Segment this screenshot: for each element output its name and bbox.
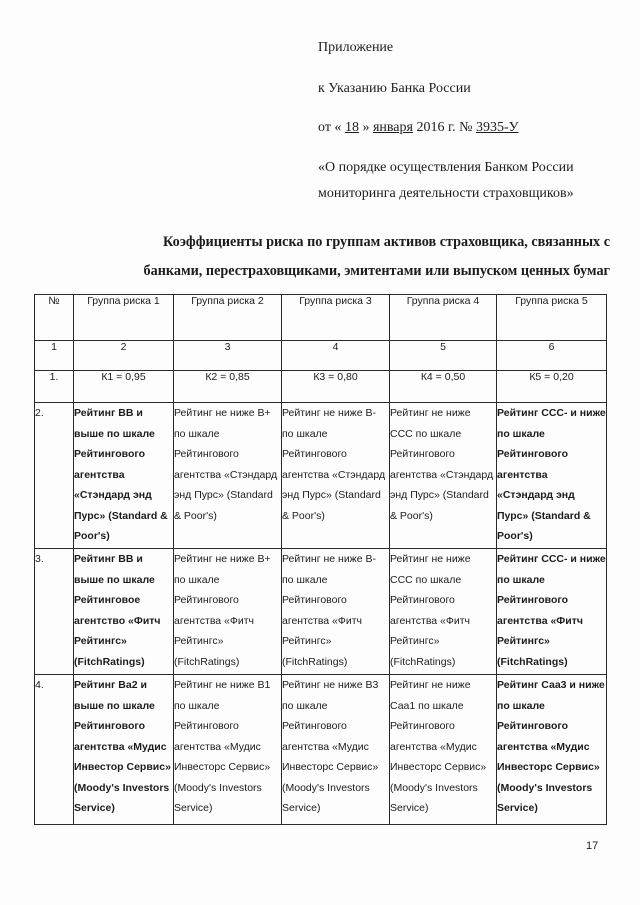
- column-index-row: [35, 341, 607, 371]
- table-title-line-1: Коэффициенты риска по группам активов страховщика, связанных с: [163, 234, 610, 250]
- table-title: [40, 228, 610, 286]
- risk-coefficients-table: [34, 294, 607, 825]
- column-header-number: №: [35, 295, 74, 341]
- column-header-group-4: Группа риска 4: [390, 295, 497, 341]
- appendix-label: Приложение: [318, 40, 394, 55]
- row-number: 4.: [35, 675, 74, 825]
- column-index: 5: [390, 341, 497, 371]
- coefficient-value: К1 = 0,95: [74, 371, 174, 403]
- document-number: 3935-У: [475, 120, 519, 135]
- date-prefix: от «: [318, 120, 342, 135]
- rating-cell: Рейтинг не ниже В+ по шкале Рейтингового агентства «Фитч Рейтингс» (FitchRatings): [174, 549, 282, 675]
- table-header-row: [35, 295, 607, 341]
- rating-cell: Рейтинг не ниже Саа1 по шкале Рейтингового агентства «Мудис Инвесторс Сервис» (Moody's Investors Service): [390, 675, 497, 825]
- page-number: 17: [586, 840, 599, 852]
- rating-cell: Рейтинг не ниже В+ по шкале Рейтингового агентства «Стэндард энд Пурс» (Standard & Poor's): [174, 403, 282, 549]
- rating-cell: Рейтинг Ва2 и выше по шкале Рейтингового агентства «Мудис Инвестор Сервис» (Moody's Investors Service): [74, 675, 174, 825]
- rating-cell: Рейтинг ССС- и ниже по шкале Рейтингового агентства «Стэндард энд Пурс» (Standard & Poor's): [497, 403, 607, 549]
- column-index: 4: [282, 341, 390, 371]
- column-index: 1: [35, 341, 74, 371]
- coefficient-row: [35, 371, 607, 403]
- appendix-date-line: [318, 120, 519, 136]
- date-mid: »: [362, 120, 370, 135]
- rating-cell: Рейтинг ВВ и выше по шкале Рейтинговое агентство «Фитч Рейтингс» (FitchRatings): [74, 549, 174, 675]
- rating-cell: Рейтинг не ниже В3 по шкале Рейтингового агентства «Мудис Инвесторс Сервис» (Moody's Investors Service): [282, 675, 390, 825]
- column-header-group-3: Группа риска 3: [282, 295, 390, 341]
- rating-cell: Рейтинг не ниже В- по шкале Рейтингового агентства «Фитч Рейтингс» (FitchRatings): [282, 549, 390, 675]
- date-month: января: [372, 120, 413, 135]
- column-index: 6: [497, 341, 607, 371]
- rating-row-standard-poors: [35, 403, 607, 549]
- column-header-group-1: Группа риска 1: [74, 295, 174, 341]
- column-header-group-2: Группа риска 2: [174, 295, 282, 341]
- rating-cell: Рейтинг ВВ и выше по шкале Рейтингового агентства «Стэндард энд Пурс» (Standard & Poor's): [74, 403, 174, 549]
- coefficient-value: К3 = 0,80: [282, 371, 390, 403]
- table-title-line-2: банками, перестраховщиками, эмитентами или выпуском ценных бумаг: [143, 263, 610, 279]
- row-number: 2.: [35, 403, 74, 549]
- row-number: 1.: [35, 371, 74, 403]
- rating-row-moodys: [35, 675, 607, 825]
- rating-cell: Рейтинг не ниже В- по шкале Рейтингового агентства «Стэндард энд Пурс» (Standard & Poor's): [282, 403, 390, 549]
- date-year: 2016 г. №: [416, 120, 473, 135]
- row-number: 3.: [35, 549, 74, 675]
- document-title-line-2: мониторинга деятельности страховщиков»: [318, 186, 574, 201]
- rating-cell: Рейтинг ССС- и ниже по шкале Рейтингового агентства «Фитч Рейтингс» (FitchRatings): [497, 549, 607, 675]
- column-index: 2: [74, 341, 174, 371]
- document-title-line-1: «О порядке осуществления Банком России: [318, 160, 574, 175]
- rating-cell: Рейтинг не ниже ССС по шкале Рейтингового агентства «Стэндард энд Пурс» (Standard & Poor's): [390, 403, 497, 549]
- rating-row-fitch: [35, 549, 607, 675]
- coefficient-value: К4 = 0,50: [390, 371, 497, 403]
- rating-cell: Рейтинг не ниже ССС по шкале Рейтингового агентства «Фитч Рейтингс» (FitchRatings): [390, 549, 497, 675]
- appendix-reference: к Указанию Банка России: [318, 81, 471, 96]
- rating-cell: Рейтинг не ниже В1 по шкале Рейтингового агентства «Мудис Инвесторс Сервис» (Moody's Investors Service): [174, 675, 282, 825]
- rating-cell: Рейтинг Саа3 и ниже по шкале Рейтингового агентства «Мудис Инвесторс Сервис» (Moody's Investors Service): [497, 675, 607, 825]
- column-index: 3: [174, 341, 282, 371]
- coefficient-value: К5 = 0,20: [497, 371, 607, 403]
- column-header-group-5: Группа риска 5: [497, 295, 607, 341]
- date-day: 18: [344, 120, 359, 135]
- coefficient-value: К2 = 0,85: [174, 371, 282, 403]
